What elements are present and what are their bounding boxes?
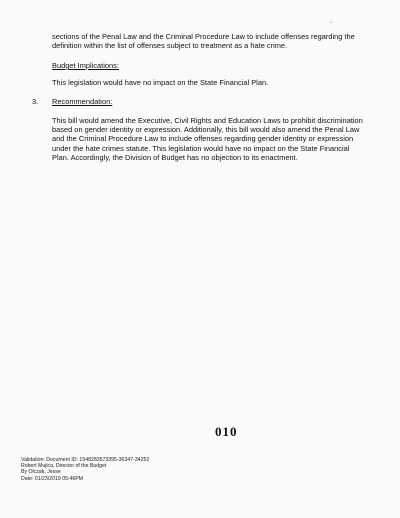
recommendation-number: 3. bbox=[32, 97, 39, 106]
footer-date: Date: 01/23/2019 05:46PM bbox=[21, 475, 84, 482]
intro-line-1: sections of the Penal Law and the Criminal Procedure Law to include offenses regarding the bbox=[52, 32, 355, 41]
footer-by: By Olczak, Jesse bbox=[21, 469, 61, 476]
intro-paragraph bbox=[52, 32, 355, 50]
recommendation-line-3: and the Criminal Procedure Law to include offenses regarding gender identity or expression bbox=[52, 134, 354, 144]
recommendation-line-1: This bill would amend the Executive, Civil Rights and Education Laws to prohibit discrimination bbox=[52, 116, 363, 125]
budget-heading: Budget Implications: bbox=[52, 61, 119, 70]
recommendation-heading: Recommendation: bbox=[52, 97, 113, 106]
recommendation-line-5: Plan. Accordingly, the Division of Budget has no objection to its enactment. bbox=[52, 152, 298, 162]
budget-text: This legislation would have no impact on the State Financial Plan. bbox=[52, 78, 269, 87]
footer-validation-block bbox=[21, 457, 149, 482]
recommendation-line-4: under the hate crimes statute. This legislation would have no impact on the State Financial bbox=[52, 143, 350, 153]
footer-validation: Validation: Document ID: 1548283573395-36347-34252 bbox=[21, 457, 150, 463]
scan-mark: • bbox=[330, 20, 332, 26]
recommendation-line-2: based on gender identity or expression. Additionally, this bill would also amend the Penal Law bbox=[52, 125, 360, 135]
intro-line-2: definition within the list of offenses subject to treatment as a hate crime. bbox=[52, 41, 288, 51]
recommendation-paragraph bbox=[52, 116, 363, 162]
footer-director: Robert Mujica, Director of the Budget bbox=[21, 463, 107, 470]
page-number: 010 bbox=[215, 424, 238, 439]
